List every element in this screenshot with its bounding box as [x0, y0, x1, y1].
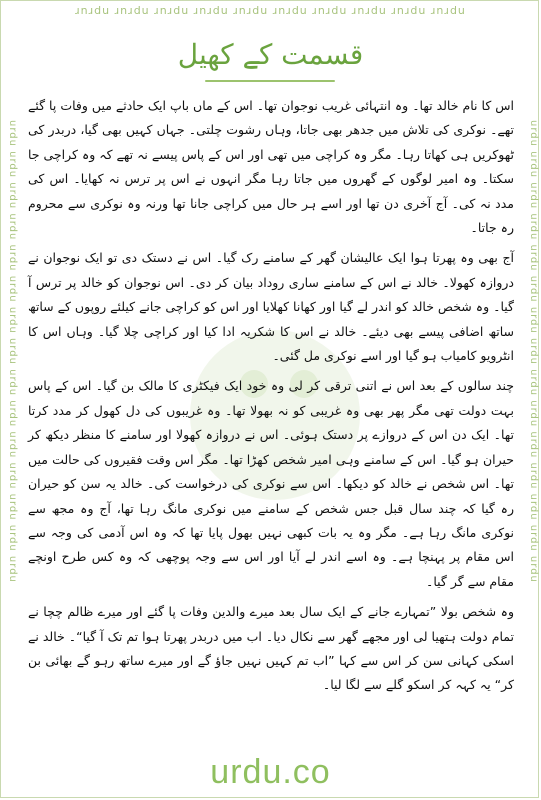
title-flourish [205, 80, 335, 82]
paragraph: اس کا نام خالد تھا۔ وہ انتہائی غریب نوجوان تھا۔ اس کے ماں باپ ایک حادثے میں وفات پا گئے تھے۔ نوکری کی تلاش میں جدھر بھی جاتا، وہاں رشوت چلتی۔ جہاں کہیں بھی گیا، دربدر کی ٹھوکریں ہی کھاتا رہا۔ مگر وہ کراچی میں تھی اور اس کے پاس پیسے نہ تھے کہ وہ کراچی جا سکتا۔ وہ امیر لوگوں کے گھروں میں جاتا رہا مگر انہوں نے اس پر ترس نہ کھایا۔ اس کی مدد نہ کی۔ آج آخری دن تھا اور اسے ہر حال میں کراچی جانا تھا ورنہ وہ نوکری سے محروم رہ جاتا۔ [28, 98, 514, 236]
story-title: قسمت کے کھیل [177, 38, 364, 71]
right-decorative-strip: urdu urdu urdu urdu urdu urdu urdu urdu urdu urdu urdu urdu urdu urdu urdu [528, 120, 539, 583]
left-decorative-strip: urdu urdu urdu urdu urdu urdu urdu urdu urdu urdu urdu urdu urdu urdu urdu [7, 120, 18, 583]
site-brand-logo: urdu.co [210, 753, 331, 791]
paragraph: چند سالوں کے بعد اس نے اتنی ترقی کر لی وہ خود ایک فیکٹری کا مالک بن گیا۔ اس کے پاس بہت دولت تھی مگر پھر بھی وہ غریبی کو نہ بھولا تھا۔ وہ غریبوں کی دل کھول کر مدد کرتا تھا۔ ایک دن اس کے دروازے پر دستک ہوئی۔ اس نے دروازہ کھولا اور سامنے کا منظر دیکھ کر حیران ہو گیا۔ اس کے سامنے وہی امیر شخص کھڑا تھا۔ مگر اس وقت فقیروں کی حالت میں تھا۔ اس شخص نے خالد کو دیکھا۔ اس سے نوکری کی درخواست کی۔ خالد یہ سن کو حیران رہ گیا کہ چند سال قبل جس شخص کے سامنے میں نوکری مانگ رہا تھا، آج وہ مجھ سے نوکری مانگ رہا ہے۔ مگر وہ یہ بات کبھی نہیں بھول پایا تھا کہ وہ اس آدمی کی وجہ سے اس مقام پر پہنچا ہے۔ وہ اسے اندر لے آیا اور اس سے وجہ پوچھی کہ وہ کس طرح اونچے مقام سے گر گیا۔ [28, 378, 514, 589]
paragraph: وہ شخص بولا ”تمہارے جانے کے ایک سال بعد میرے والدین وفات پا گئے اور میرے ظالم چچا نے تمام دولت ہتھیا لی اور مجھے گھر سے نکال دیا۔ اب میں دربدر پھرتا ہوا تم تک آ گیا“۔ خالد نے اسکی کہانی سن کر اس سے کہا ”اب تم کہیں نہیں جاؤ گے اور میرے ساتھ رہو گے بھائی بن کر“ یہ کہہ کر اسکو گلے سے لگا لیا۔ [28, 604, 514, 693]
paragraph: آج بھی وہ پھرتا ہوا ایک عالیشان گھر کے سامنے رک گیا۔ اس نے دستک دی تو ایک نوجوان نے دروازہ کھولا۔ خالد نے اس کے سامنے ساری روداد بیان کر دی۔ اس نوجوان کو خالد پر ترس آ گیا۔ وہ شخص خالد کو اندر لے گیا اور کھانا کھلایا اور اس کو کراچی جانے کیلئے روپوں کے ساتھ ساتھ اضافی پیسے بھی دیئے۔ خالد نے اس کا شکریہ ادا کیا اور کراچی چلا گیا۔ وہاں اس کا انٹرویو کامیاب ہو گیا اور اسے نوکری مل گئی۔ [28, 250, 514, 364]
top-decorative-strip: ɹnɹdu ɹnɹdu ɹnɹdu ɹnɹdu ɹnɹdu ɹnɹdu ɹnɹdu ɹnɹdu ɹnɹdu ɹnɹdu [75, 4, 466, 17]
story-body [28, 94, 514, 698]
